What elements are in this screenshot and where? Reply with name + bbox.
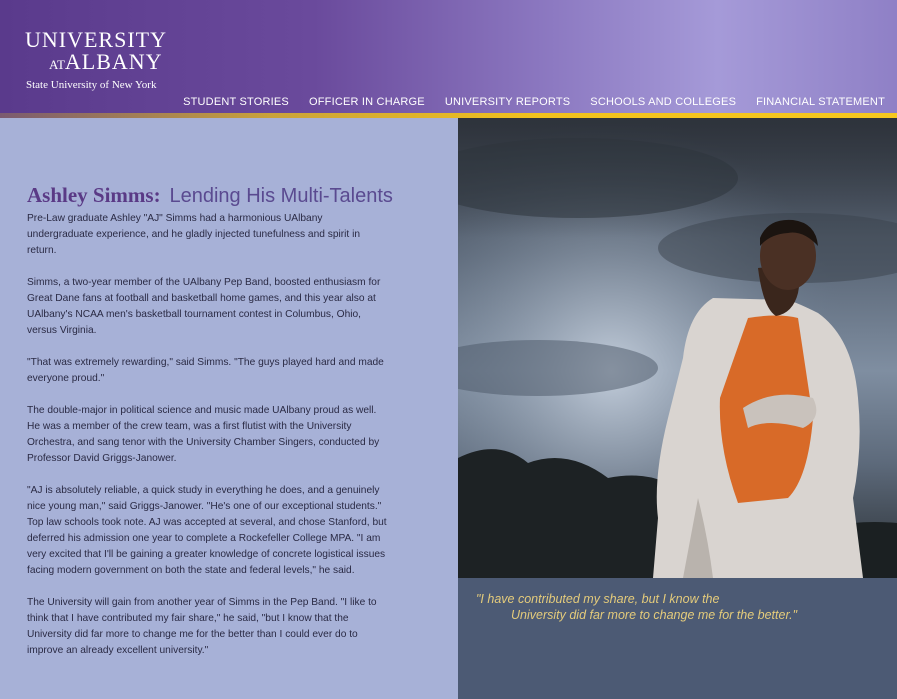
pull-quote <box>476 591 797 623</box>
article-paragraph: Pre-Law graduate Ashley "AJ" Simms had a harmonious UAlbany undergraduate experience, and he gladly injected tunefulness and spirit in return. <box>27 213 361 256</box>
main-nav <box>183 96 885 108</box>
quote-line-2: University did far more to change me for the better." <box>511 608 798 622</box>
quote-panel <box>458 578 897 699</box>
article-paragraph: "AJ is absolutely reliable, a quick study in everything he does, and a genuinely nice young man," said Griggs-Janower. "He's one of our exceptional students." Top law schools took note. AJ was accepted at several, and chose Stanford, but deferred his admission one year to complete a Rockefeller College MPA. "I am very excited that I'll be gaining a greater knowledge of concrete logistical issues facing modern government on both the state and federal levels," he said. <box>27 485 387 576</box>
student-photo <box>458 118 897 578</box>
article-paragraph: "That was extremely rewarding," said Simms. "The guys played hard and made everyone proud." <box>27 357 384 384</box>
article-paragraph: The University will gain from another year of Simms in the Pep Band. "I like to think that I have contributed my fair share," he said, "but I know that the University did far more to change me for the better than I could ever do to improve an already excellent university." <box>27 597 377 656</box>
logo-line-university: UNIVERSITY <box>25 27 167 52</box>
logo-tagline: State University of New York <box>26 79 157 91</box>
nav-university-reports[interactable]: UNIVERSITY REPORTS <box>444 96 571 108</box>
student-photo-illustration <box>458 118 897 578</box>
headline-name: Ashley Simms: <box>27 183 161 207</box>
nav-schools-and-colleges[interactable]: SCHOOLS AND COLLEGES <box>590 96 737 108</box>
article-panel <box>0 118 458 699</box>
quote-line-1: "I have contributed my share, but I know the <box>476 592 720 606</box>
article-body <box>27 211 389 675</box>
header <box>0 0 897 114</box>
article-headline <box>27 173 393 210</box>
logo-at: AT <box>49 57 65 72</box>
article-paragraph: The double-major in political science and music made UAlbany proud as well. He was a member of the crew team, was a first flutist with the University Orchestra, and sang tenor with the University Chamber Singers, conducted by Professor David Griggs-Janower. <box>27 405 380 464</box>
logo-line-albany <box>49 51 167 76</box>
logo-albany: ALBANY <box>64 49 163 74</box>
university-logo[interactable] <box>25 29 167 92</box>
nav-financial-statement[interactable]: FINANCIAL STATEMENT <box>756 96 885 108</box>
nav-officer-in-charge[interactable]: OFFICER IN CHARGE <box>308 96 425 108</box>
article-paragraph: Simms, a two-year member of the UAlbany Pep Band, boosted enthusiasm for Great Dane fans at football and basketball home games, and this year also at UAlbany's NCAA men's basketball tournament contest in Columbus, Ohio, versus Virginia. <box>27 277 381 336</box>
headline-subtitle: Lending His Multi-Talents <box>169 185 393 207</box>
nav-student-stories[interactable]: STUDENT STORIES <box>183 96 289 108</box>
